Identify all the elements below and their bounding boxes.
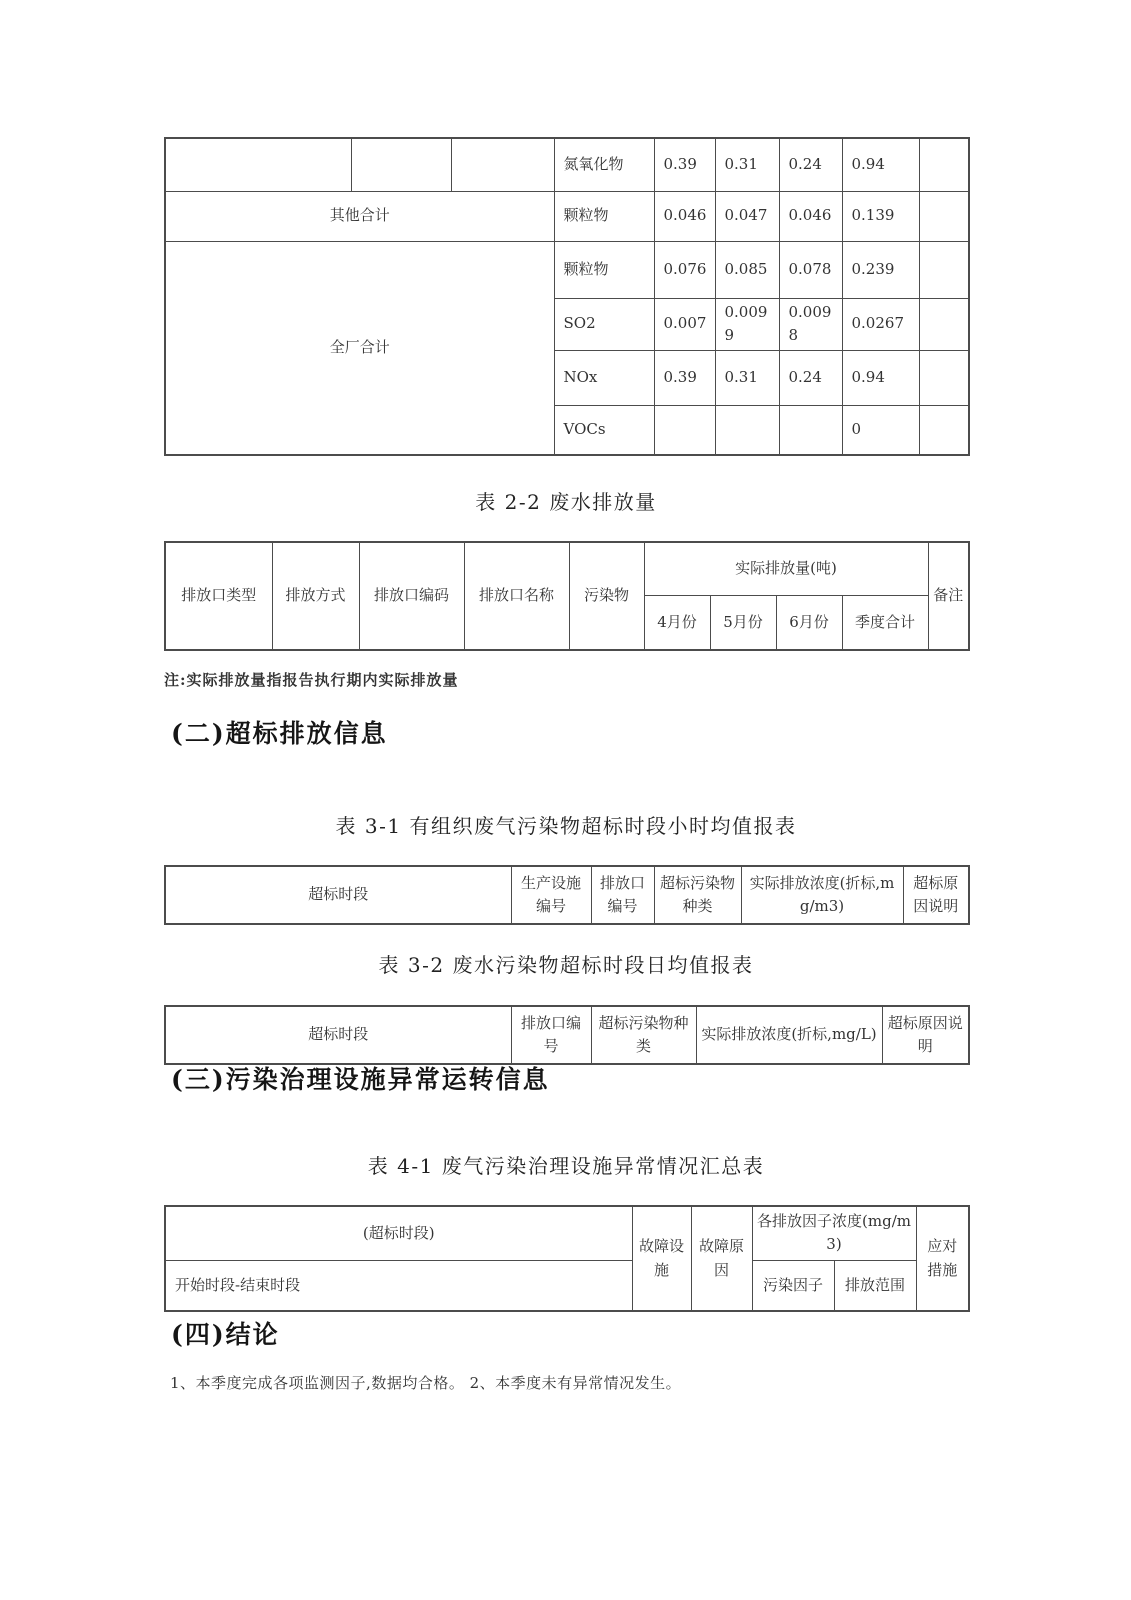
pollutant-cell: 颗粒物 bbox=[554, 191, 654, 241]
emissions-continuation-table bbox=[164, 137, 970, 456]
conclusion-text: 1、本季度完成各项监测因子,数据均合格。 2、本季度未有异常情况发生。 bbox=[170, 1374, 682, 1392]
pollutant-cell: 氮氧化物 bbox=[554, 138, 654, 191]
remark-cell bbox=[919, 241, 969, 298]
table-row bbox=[165, 241, 969, 298]
value-cell bbox=[654, 405, 715, 455]
table-2-2-title: 表 2-2 废水排放量 bbox=[475, 490, 657, 514]
exceed-period-header: 超标时段 bbox=[165, 866, 511, 924]
value-cell: 0.31 bbox=[715, 350, 779, 405]
outlet-name-header: 排放口名称 bbox=[464, 542, 569, 650]
value-cell: 0.007 bbox=[654, 298, 715, 350]
value-cell: 0 bbox=[842, 405, 919, 455]
discharge-range-header: 排放范围 bbox=[834, 1260, 916, 1311]
value-cell: 0.31 bbox=[715, 138, 779, 191]
table-header-row bbox=[165, 866, 969, 924]
discharge-mode-header: 排放方式 bbox=[272, 542, 359, 650]
value-cell: 0.39 bbox=[654, 350, 715, 405]
pollutant-type-header: 超标污染物种类 bbox=[654, 866, 741, 924]
table-header-row bbox=[165, 1206, 969, 1260]
concentration-header: 实际排放浓度(折标,mg/m3) bbox=[741, 866, 903, 924]
section-heading-exceed: (二)超标排放信息 bbox=[171, 719, 388, 748]
pollutant-type-header: 超标污染物种类 bbox=[591, 1006, 696, 1064]
water-exceed-table bbox=[164, 1005, 970, 1065]
remark-cell bbox=[919, 298, 969, 350]
value-cell: 0.24 bbox=[779, 138, 842, 191]
reason-header: 超标原因说明 bbox=[903, 866, 969, 924]
fault-facility-header: 故障设施 bbox=[632, 1206, 691, 1311]
value-cell: 0.0098 bbox=[779, 298, 842, 350]
value-cell bbox=[715, 405, 779, 455]
outlet-no-header: 排放口编号 bbox=[511, 1006, 591, 1064]
actual-emission-group-header: 实际排放量(吨) bbox=[644, 542, 928, 595]
remark-cell bbox=[919, 191, 969, 241]
pollutant-factor-header: 污染因子 bbox=[752, 1260, 834, 1311]
value-cell: 0.39 bbox=[654, 138, 715, 191]
value-cell: 0.076 bbox=[654, 241, 715, 298]
treatment-abnormal-table bbox=[164, 1205, 970, 1312]
section-heading-abnormal: (三)污染治理设施异常运转信息 bbox=[171, 1065, 550, 1094]
value-cell: 0.94 bbox=[842, 138, 919, 191]
gas-exceed-table bbox=[164, 865, 970, 925]
pollutant-cell: NOx bbox=[554, 350, 654, 405]
table-header-row bbox=[165, 542, 969, 595]
fault-reason-header: 故障原因 bbox=[691, 1206, 752, 1311]
response-header: 应对措施 bbox=[916, 1206, 969, 1311]
table-row bbox=[165, 138, 969, 191]
may-header: 5月份 bbox=[710, 595, 776, 650]
empty-cell bbox=[165, 138, 351, 191]
pollutant-header: 污染物 bbox=[569, 542, 644, 650]
value-cell: 0.94 bbox=[842, 350, 919, 405]
concentration-header: 实际排放浓度(折标,mg/L) bbox=[696, 1006, 882, 1064]
facility-no-header: 生产设施编号 bbox=[511, 866, 591, 924]
value-cell: 0.139 bbox=[842, 191, 919, 241]
value-cell: 0.0267 bbox=[842, 298, 919, 350]
outlet-type-header: 排放口类型 bbox=[165, 542, 272, 650]
table-4-1-title: 表 4-1 废气污染治理设施异常情况汇总表 bbox=[367, 1154, 765, 1178]
value-cell: 0.239 bbox=[842, 241, 919, 298]
quarter-total-header: 季度合计 bbox=[842, 595, 928, 650]
table-header-row bbox=[165, 1260, 969, 1311]
group-label-cell: 全厂合计 bbox=[165, 241, 554, 455]
pollutant-cell: VOCs bbox=[554, 405, 654, 455]
remark-cell bbox=[919, 405, 969, 455]
exceed-period-header: 超标时段 bbox=[165, 1006, 511, 1064]
factor-concentration-group-header: 各排放因子浓度(mg/m3) bbox=[752, 1206, 916, 1260]
june-header: 6月份 bbox=[776, 595, 842, 650]
table-3-1-title: 表 3-1 有组织废气污染物超标时段小时均值报表 bbox=[335, 814, 797, 838]
table-header-row bbox=[165, 1006, 969, 1064]
table-note: 注:实际排放量指报告执行期内实际排放量 bbox=[164, 671, 459, 689]
reason-header: 超标原因说明 bbox=[882, 1006, 969, 1064]
april-header: 4月份 bbox=[644, 595, 710, 650]
empty-cell bbox=[351, 138, 451, 191]
pollutant-cell: 颗粒物 bbox=[554, 241, 654, 298]
value-cell: 0.24 bbox=[779, 350, 842, 405]
outlet-no-header: 排放口编号 bbox=[591, 866, 654, 924]
pollutant-cell: SO2 bbox=[554, 298, 654, 350]
table-3-2-title: 表 3-2 废水污染物超标时段日均值报表 bbox=[378, 953, 754, 977]
outlet-code-header: 排放口编码 bbox=[359, 542, 464, 650]
value-cell: 0.0099 bbox=[715, 298, 779, 350]
value-cell: 0.046 bbox=[779, 191, 842, 241]
value-cell: 0.047 bbox=[715, 191, 779, 241]
exceed-period-header: (超标时段) bbox=[165, 1206, 632, 1260]
period-detail-cell: 开始时段-结束时段 bbox=[165, 1260, 632, 1311]
value-cell: 0.046 bbox=[654, 191, 715, 241]
remark-cell bbox=[919, 350, 969, 405]
value-cell: 0.078 bbox=[779, 241, 842, 298]
value-cell bbox=[779, 405, 842, 455]
group-label-cell: 其他合计 bbox=[165, 191, 554, 241]
value-cell: 0.085 bbox=[715, 241, 779, 298]
wastewater-table bbox=[164, 541, 970, 651]
remark-cell bbox=[919, 138, 969, 191]
empty-cell bbox=[451, 138, 554, 191]
section-heading-conclusion: (四)结论 bbox=[171, 1320, 280, 1349]
table-row bbox=[165, 191, 969, 241]
remark-header: 备注 bbox=[928, 542, 969, 650]
